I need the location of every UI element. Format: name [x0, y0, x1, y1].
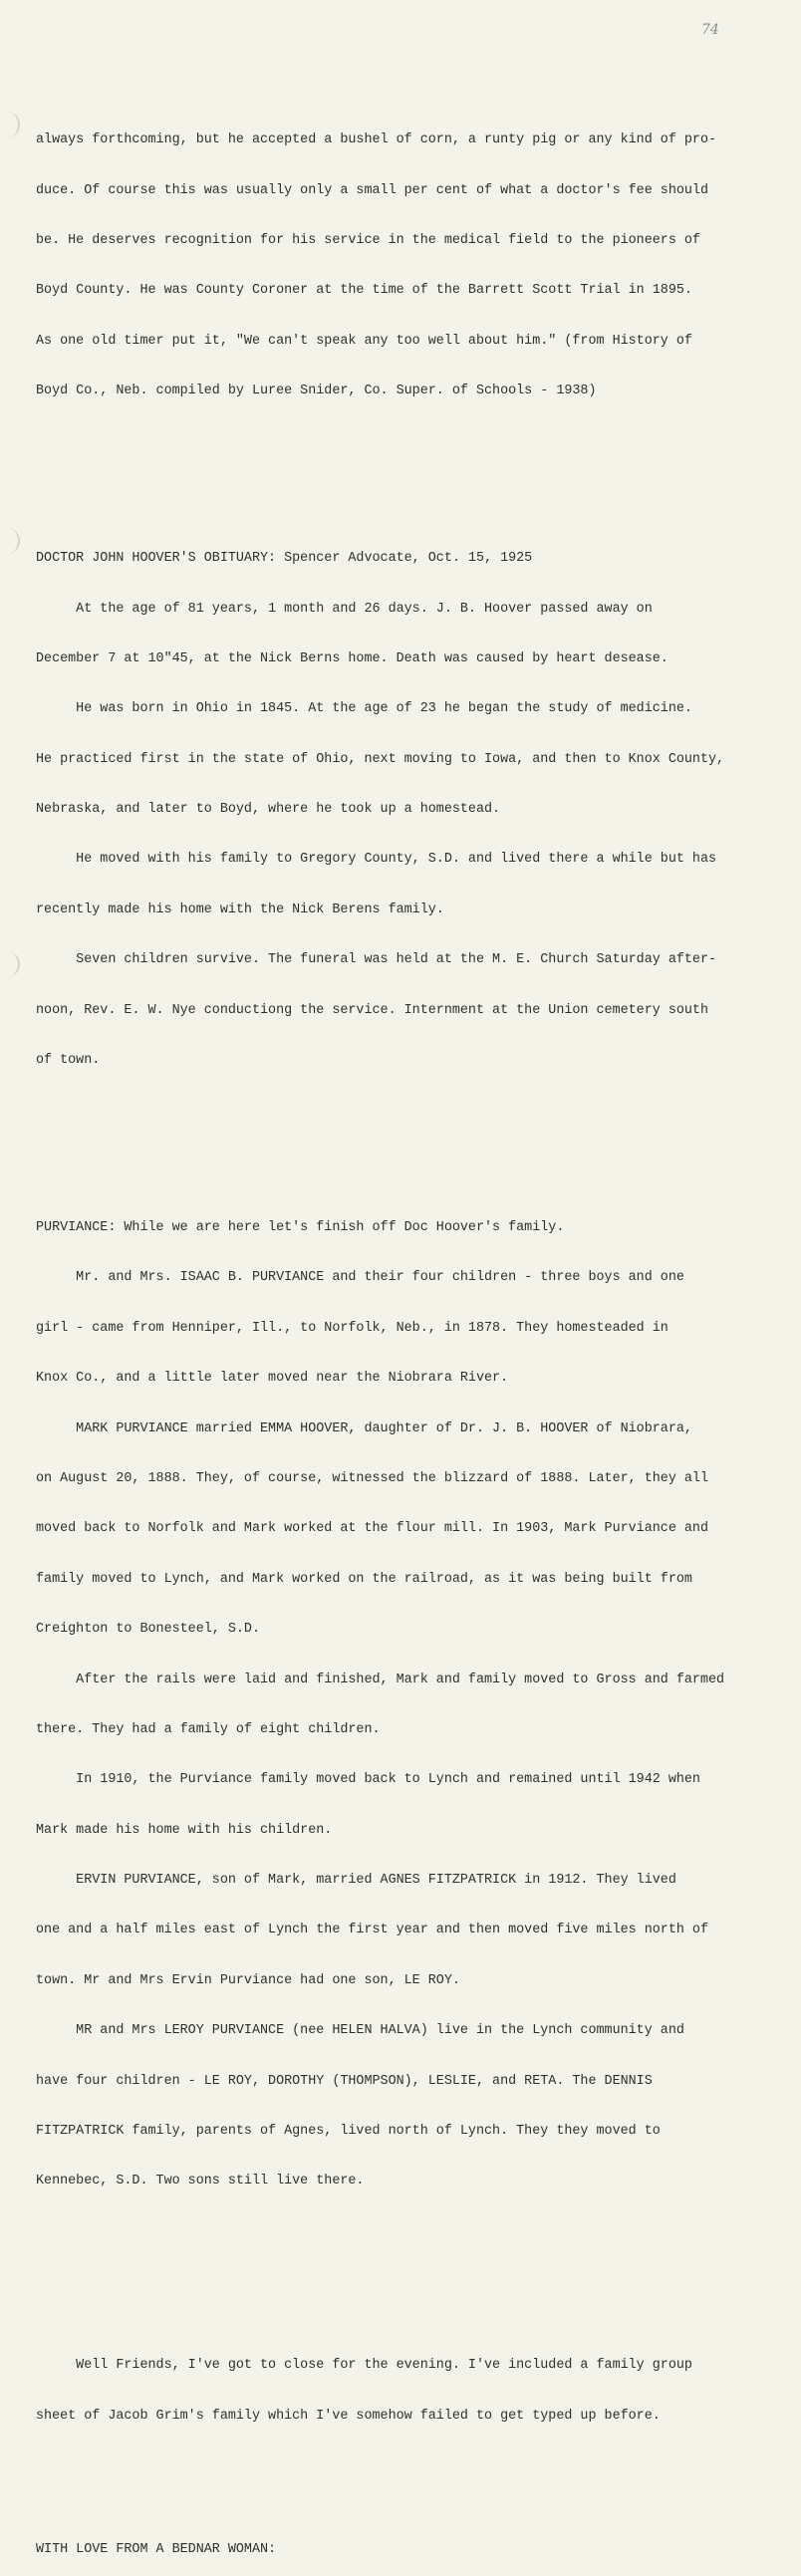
punch-hole-mark	[0, 528, 20, 554]
text-line: duce. Of course this was usually only a small per cent of what a doctor's fee should	[36, 182, 708, 198]
text-line: At the age of 81 years, 1 month and 26 days. J. B. Hoover passed away on	[36, 601, 653, 617]
text-line: FITZPATRICK family, parents of Agnes, lived north of Lynch. They they moved to	[36, 2124, 661, 2140]
text-line: recently made his home with the Nick Berens family.	[36, 902, 444, 917]
text-line: Seven children survive. The funeral was held at the M. E. Church Saturday after-	[36, 952, 717, 968]
text-line: Nebraska, and later to Boyd, where he took up a homestead.	[36, 802, 501, 818]
text-line: Boyd County. He was County Coroner at the time of the Barrett Scott Trial in 1895.	[36, 283, 692, 299]
section-obituary	[36, 518, 763, 1104]
obituary-heading: DOCTOR JOHN HOOVER'S OBITUARY: Spencer Advocate, Oct. 15, 1925	[36, 551, 533, 567]
text-line: After the rails were laid and finished, Mark and family moved to Gross and farmed	[36, 1672, 725, 1687]
text-line: always forthcoming, but he accepted a bushel of corn, a runty pig or any kind of pro-	[36, 132, 717, 148]
text-line: there. They had a family of eight children.	[36, 1721, 381, 1737]
text-line: He moved with his family to Gregory County, S.D. and lived there a while but has	[36, 852, 717, 868]
text-line: have four children - LE ROY, DOROTHY (THOMPSON), LESLIE, and RETA. The DENNIS	[36, 2073, 653, 2089]
text-line: Creighton to Bonesteel, S.D.	[36, 1622, 260, 1638]
section-purviance	[36, 1186, 763, 2223]
text-line: ERVIN PURVIANCE, son of Mark, married AGNES FITZPATRICK in 1912. They lived	[36, 1873, 676, 1889]
text-line: Boyd Co., Neb. compiled by Luree Snider, Co. Super. of Schools - 1938)	[36, 384, 597, 399]
text-line: MARK PURVIANCE married EMMA HOOVER, daughter of Dr. J. B. HOOVER of Niobrara,	[36, 1420, 692, 1436]
punch-hole-mark	[0, 112, 20, 137]
text-line: Kennebec, S.D. Two sons still live there.	[36, 2174, 365, 2190]
purviance-heading: PURVIANCE: While we are here let's finish off Doc Hoover's family.	[36, 1219, 565, 1235]
text-line: one and a half miles east of Lynch the first year and then moved five miles north of	[36, 1923, 708, 1938]
text-line: Mr. and Mrs. ISAAC B. PURVIANCE and their four children - three boys and one	[36, 1270, 684, 1286]
text-line: town. Mr and Mrs Ervin Purviance had one son, LE ROY.	[36, 1972, 460, 1988]
paragraph-closing	[36, 2325, 763, 2458]
text-line: noon, Rev. E. W. Nye conductiong the service. Internment at the Union cemetery south	[36, 1002, 708, 1018]
text-line: MR and Mrs LEROY PURVIANCE (nee HELEN HALVA) live in the Lynch community and	[36, 2023, 684, 2039]
paragraph-doctor-fees	[36, 100, 763, 434]
punch-hole-mark	[0, 951, 20, 977]
text-line: Knox Co., and a little later moved near the Niobrara River.	[36, 1371, 509, 1387]
signoff: WITH LOVE FROM A BEDNAR WOMAN:	[36, 2541, 277, 2557]
text-line: He practiced first in the state of Ohio, next moving to Iowa, and then to Knox County,	[36, 751, 725, 767]
document-body	[36, 66, 763, 2576]
text-line: family moved to Lynch, and Mark worked on the railroad, as it was being built from	[36, 1571, 692, 1587]
text-line: of town.	[36, 1053, 101, 1069]
text-line: Mark made his home with his children.	[36, 1822, 333, 1838]
text-line: on August 20, 1888. They, of course, witnessed the blizzard of 1888. Later, they all	[36, 1470, 708, 1486]
text-line: December 7 at 10"45, at the Nick Berns home. Death was caused by heart desease.	[36, 650, 668, 666]
text-line: As one old timer put it, "We can't speak any too well about him." (from History of	[36, 333, 692, 349]
text-line: Well Friends, I've got to close for the evening. I've included a family group	[36, 2358, 692, 2374]
text-line: moved back to Norfolk and Mark worked at the flour mill. In 1903, Mark Purviance and	[36, 1521, 708, 1537]
text-line: In 1910, the Purviance family moved back to Lynch and remained until 1942 when	[36, 1772, 700, 1788]
page-number: 74	[701, 22, 719, 38]
text-line: be. He deserves recognition for his service in the medical field to the pioneers of	[36, 232, 700, 248]
text-line: He was born in Ohio in 1845. At the age of 23 he began the study of medicine.	[36, 701, 692, 717]
text-line: sheet of Jacob Grim's family which I've somehow failed to get typed up before.	[36, 2408, 661, 2424]
text-line: girl - came from Henniper, Ill., to Norfolk, Neb., in 1878. They homesteaded in	[36, 1320, 668, 1336]
